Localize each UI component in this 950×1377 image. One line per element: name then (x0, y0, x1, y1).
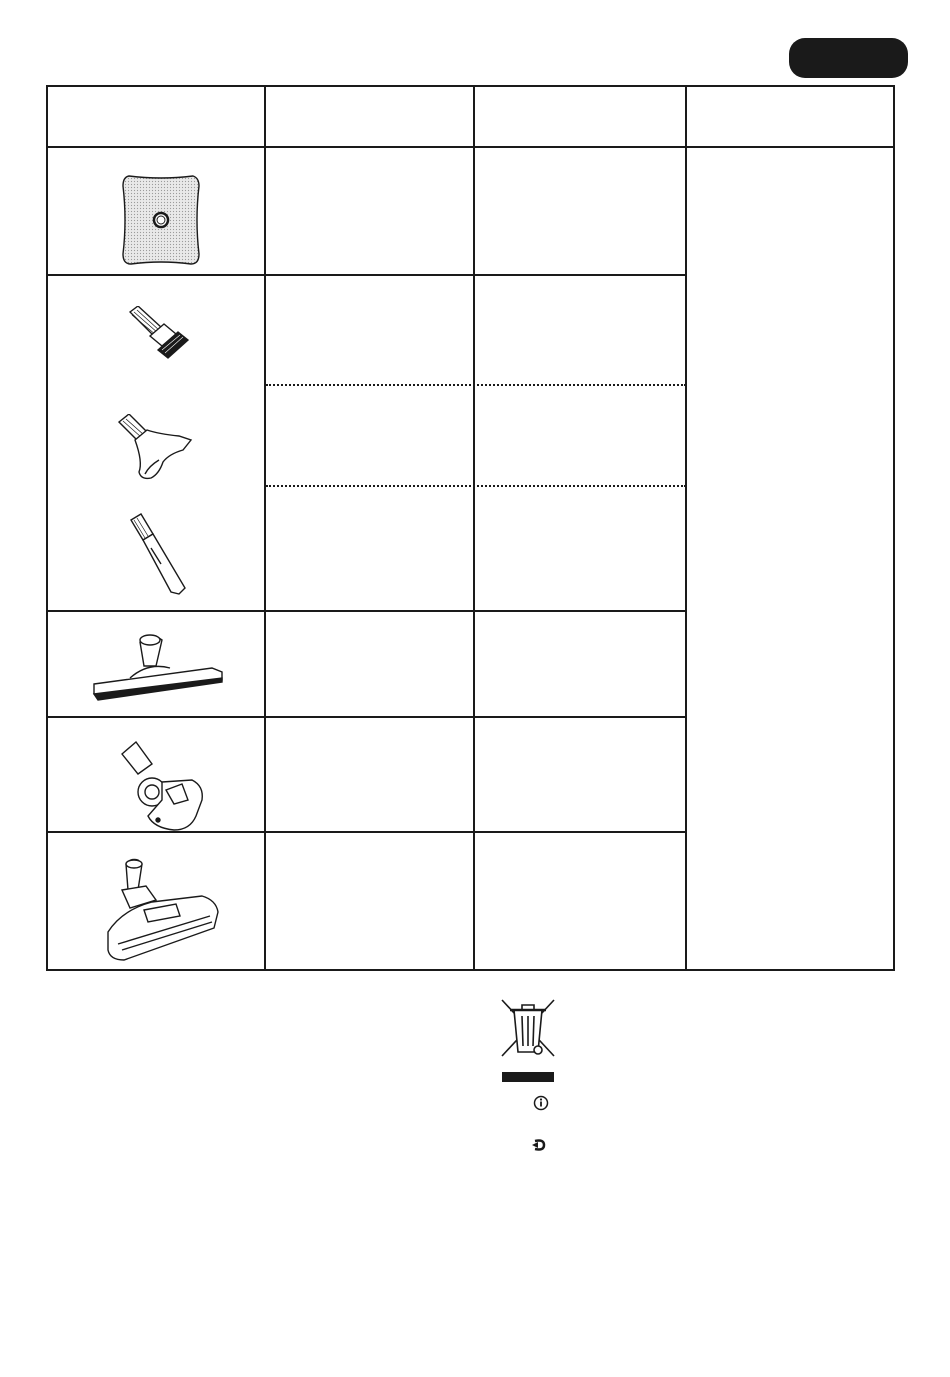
col-border (473, 85, 475, 971)
header-cell-2 (266, 87, 473, 146)
recycle-arrow-icon (532, 1138, 548, 1152)
crevice-tool-icon (129, 512, 191, 596)
turbo-brush-icon (104, 856, 222, 970)
mini-turbo-brush-icon (118, 738, 208, 832)
header-cell-1 (48, 87, 264, 146)
row-border (46, 716, 687, 718)
header-cell-4 (687, 87, 893, 146)
info-icon (533, 1095, 549, 1111)
col-border (46, 85, 48, 971)
header-bottom-border (46, 146, 895, 148)
col-border (264, 85, 266, 971)
upholstery-nozzle-icon (115, 414, 195, 484)
col-border (893, 85, 895, 971)
row-border (46, 610, 687, 612)
col-border (685, 85, 687, 971)
weee-crossed-bin-icon (500, 998, 556, 1089)
parquet-brush-icon (90, 632, 224, 704)
dusting-brush-icon (122, 306, 198, 364)
header-cell-3 (475, 87, 685, 146)
dust-bag-icon (121, 174, 201, 266)
dotted-separator (266, 384, 686, 386)
dotted-separator (266, 485, 686, 487)
row-border (46, 274, 687, 276)
